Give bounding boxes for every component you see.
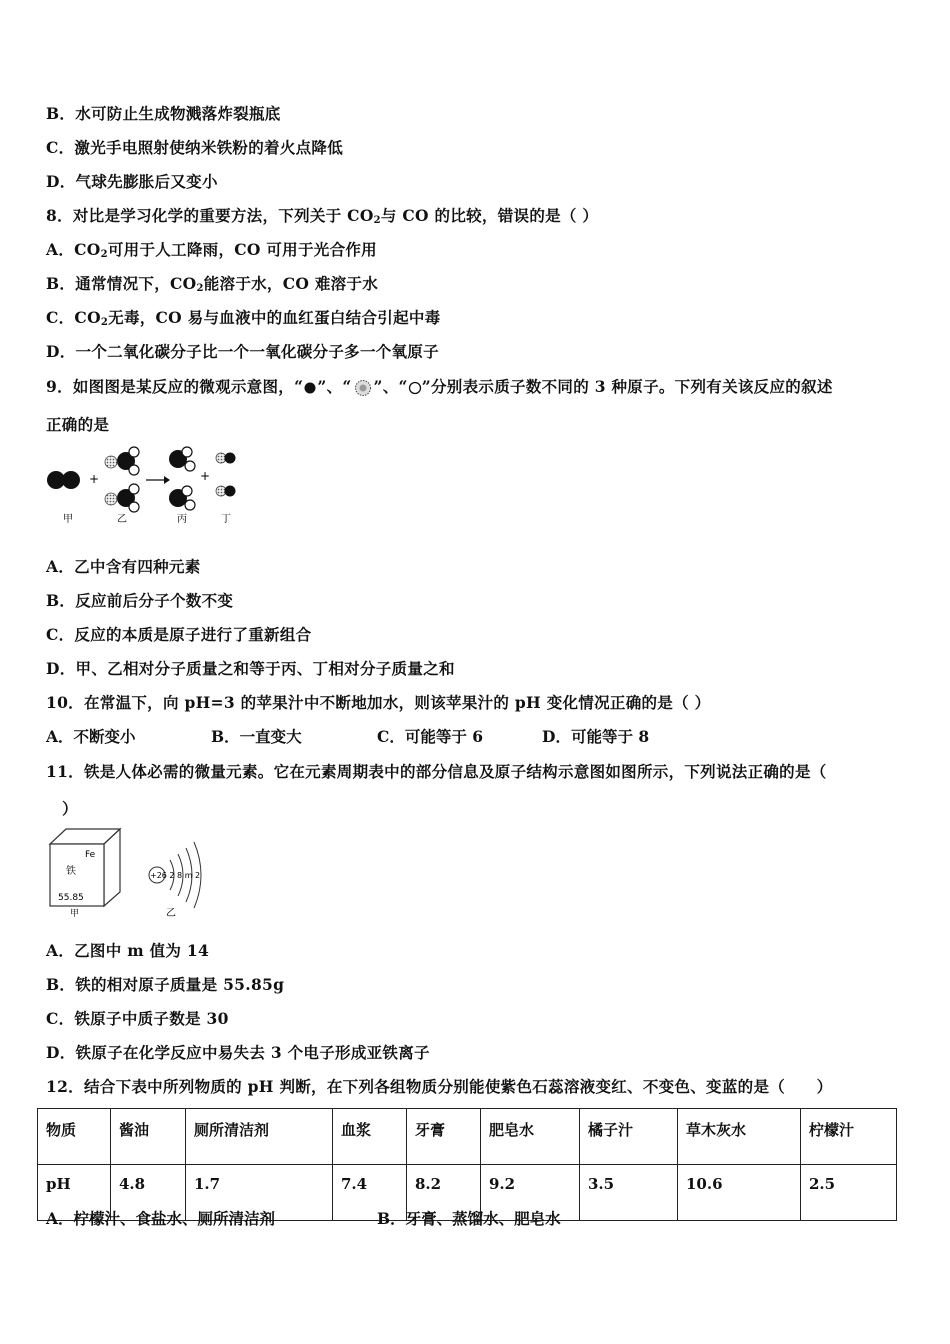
q11-option-c: C．铁原子中质子数是 30 (46, 1009, 229, 1028)
q9-option-b: B．反应前后分子个数不变 (46, 591, 234, 610)
plus-sign-2: + (200, 469, 211, 483)
table-cell: 2.5 (801, 1165, 897, 1221)
plus-sign-1: + (89, 472, 100, 486)
q8-option-d: D．一个二氧化碳分子比一个一氧化碳分子多一个氧原子 (46, 342, 439, 361)
molecule-ding (216, 453, 236, 497)
black-atom-icon (303, 381, 317, 395)
q10-option-c: C．可能等于 6 (377, 727, 484, 746)
atomic-mass: 55.85 (58, 893, 84, 903)
table-cell: 牙膏 (407, 1109, 481, 1165)
white-atom-icon (408, 381, 422, 395)
q11-option-b: B．铁的相对原子质量是 55.85g (46, 975, 285, 994)
q9-option-c: C．反应的本质是原子进行了重新组合 (46, 625, 312, 644)
q7-option-c: C．激光手电照射使纳米铁粉的着火点降低 (46, 138, 344, 157)
label-yi: 乙 (117, 514, 127, 525)
q12-option-b: B．牙膏、蒸馏水、肥皂水 (377, 1209, 561, 1228)
label-yi-11: 乙 (166, 908, 176, 919)
q9-stem: 9．如图图是某反应的微观示意图，“ ”、“ ”、“ ”分别表示质子数不同的 3 种原子。下列有关该反应的叙述 (46, 377, 833, 396)
q10-stem: 10．在常温下，向 pH=3 的苹果汁中不断地加水，则该苹果汁的 pH 变化情况正确的是（ ） (46, 693, 711, 712)
label-jia: 甲 (63, 514, 73, 525)
label-bing: 丙 (177, 514, 187, 525)
q7-option-b: B．水可防止生成物溅落炸裂瓶底 (46, 104, 281, 123)
atomic-structure-text: +26 2 8 m 2 (150, 871, 201, 880)
table-cell: 7.4 (333, 1165, 407, 1221)
q12-option-a: A．柠檬汁、食盐水、厕所清洁剂 (46, 1209, 276, 1228)
q11-option-a: A．乙图中 m 值为 14 (46, 941, 210, 960)
table-cell: 9.2 (481, 1165, 580, 1221)
q12-stem: 12．结合下表中所列物质的 pH 判断，在下列各组物质分别能使紫色石蕊溶液变红、不变色、变蓝的是（ ） (46, 1077, 833, 1096)
q9-stem-line2: 正确的是 (46, 415, 110, 434)
table-cell: 物质 (38, 1109, 111, 1165)
table-cell: 肥皂水 (481, 1109, 580, 1165)
table-cell: 厕所清洁剂 (186, 1109, 333, 1165)
reaction-arrowhead (164, 476, 170, 484)
q9-option-a: A．乙中含有四种元素 (46, 557, 201, 576)
q9-reaction-diagram (40, 440, 260, 530)
table-cell: 4.8 (111, 1165, 186, 1221)
label-jia-11: 甲 (70, 909, 80, 919)
molecule-yi (105, 447, 139, 512)
q11-option-d: D．铁原子在化学反应中易失去 3 个电子形成亚铁离子 (46, 1043, 430, 1062)
element-symbol: Fe (85, 850, 96, 860)
table-cell: pH (38, 1165, 111, 1221)
q11-stem: 11．铁是人体必需的微量元素。它在元素周期表中的部分信息及原子结构示意图如图所示，下列说法正确的是（ (46, 762, 827, 781)
q8-option-c: C．$CO_2$无毒，CO 易与血液中的血红蛋白结合引起中毒 (46, 308, 441, 328)
table-cell: 橘子汁 (580, 1109, 678, 1165)
table-cell: 8.2 (407, 1165, 481, 1221)
molecule-bing (169, 447, 195, 510)
q7-option-d: D．气球先膨胀后又变小 (46, 172, 218, 191)
table-cell: 柠檬汁 (801, 1109, 897, 1165)
q8-option-a: A．$CO_2$可用于人工降雨，CO 可用于光合作用 (46, 240, 377, 260)
table-cell: 草木灰水 (678, 1109, 801, 1165)
q11-stem-line2: ） (62, 799, 78, 818)
table-header-row (38, 1109, 897, 1165)
table-cell: 1.7 (186, 1165, 333, 1221)
table-cell: 3.5 (580, 1165, 678, 1221)
q10-option-d: D．可能等于 8 (542, 727, 650, 746)
q10-option-b: B．一直变大 (211, 727, 302, 746)
q11-iron-figure (44, 824, 219, 924)
table-cell: 10.6 (678, 1165, 801, 1221)
element-name: 铁 (66, 866, 76, 877)
q10-option-a: A．不断变小 (46, 727, 136, 746)
ph-table (37, 1108, 897, 1221)
q9-option-d: D．甲、乙相对分子质量之和等于丙、丁相对分子质量之和 (46, 659, 455, 678)
label-ding: 丁 (221, 514, 231, 525)
q8-option-b: B．通常情况下，$CO_2$能溶于水，CO 难溶于水 (46, 274, 379, 294)
molecule-jia (47, 471, 80, 489)
table-cell: 酱油 (111, 1109, 186, 1165)
q8-stem: 8．对比是学习化学的重要方法，下列关于 $CO_2$与 CO 的比较，错误的是（ ） (46, 206, 599, 226)
table-cell: 血浆 (333, 1109, 407, 1165)
dotted-atom-icon (352, 379, 374, 397)
